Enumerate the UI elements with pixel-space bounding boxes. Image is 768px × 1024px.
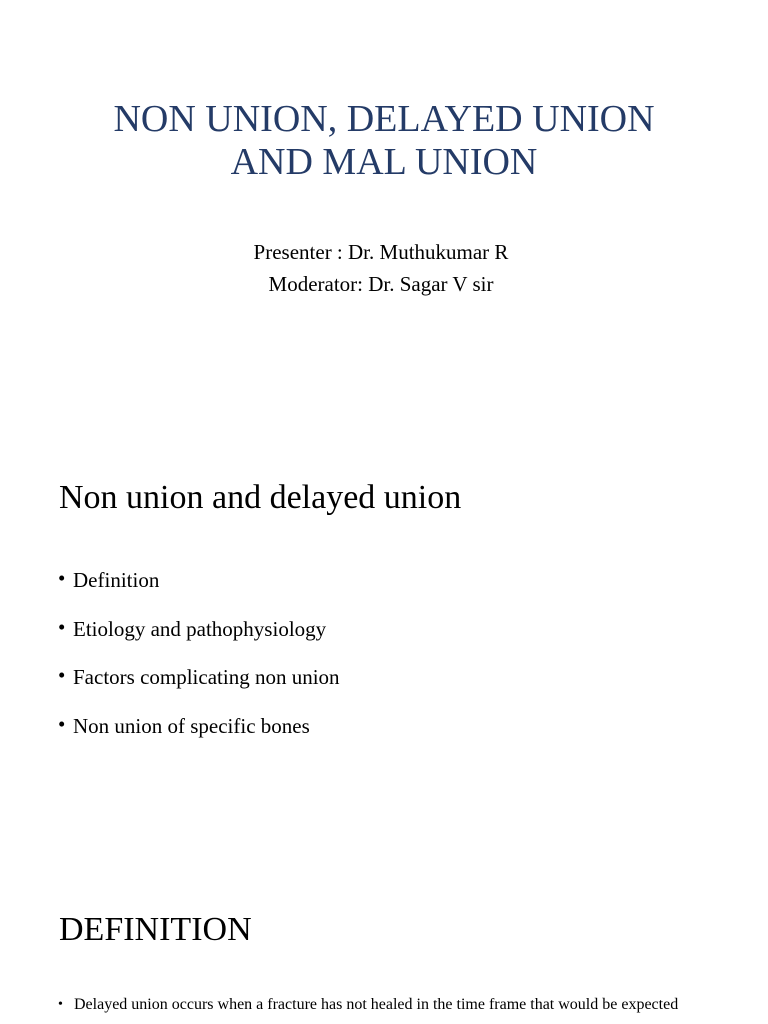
title-slide bbox=[0, 0, 768, 420]
bullet-icon: • bbox=[58, 663, 66, 687]
moderator-name: Moderator: Dr. Sagar V sir bbox=[268, 272, 494, 296]
bullet-icon: • bbox=[58, 711, 66, 736]
list-item bbox=[58, 560, 340, 609]
presentation-title bbox=[0, 98, 768, 184]
list-item bbox=[58, 657, 340, 706]
presenter-name: Presenter : Dr. Muthukumar R bbox=[253, 240, 509, 264]
bullet-icon: • bbox=[58, 997, 63, 1012]
list-item bbox=[58, 994, 758, 1016]
title-line-2: AND MAL UNION bbox=[230, 141, 538, 183]
definition-heading: DEFINITION bbox=[59, 911, 252, 948]
presenter-info bbox=[0, 236, 762, 300]
list-item bbox=[58, 609, 340, 658]
bullet-text: Factors complicating non union bbox=[73, 665, 340, 689]
list-item bbox=[58, 706, 340, 755]
definition-slide bbox=[0, 900, 768, 1024]
bullet-icon: • bbox=[58, 566, 66, 590]
bullet-icon: • bbox=[58, 614, 66, 639]
overview-bullet-list bbox=[58, 560, 340, 754]
bullet-text: Non union of specific bones bbox=[73, 713, 310, 738]
overview-slide bbox=[0, 460, 768, 880]
title-line-1: NON UNION, DELAYED UNION bbox=[113, 98, 655, 140]
bullet-text: Etiology and pathophysiology bbox=[73, 616, 327, 641]
definition-bullet-list bbox=[58, 994, 758, 1016]
overview-heading: Non union and delayed union bbox=[59, 479, 462, 516]
bullet-text: Delayed union occurs when a fracture has not healed in the time frame that would be expected bbox=[74, 996, 679, 1013]
bullet-text: Definition bbox=[73, 568, 160, 592]
